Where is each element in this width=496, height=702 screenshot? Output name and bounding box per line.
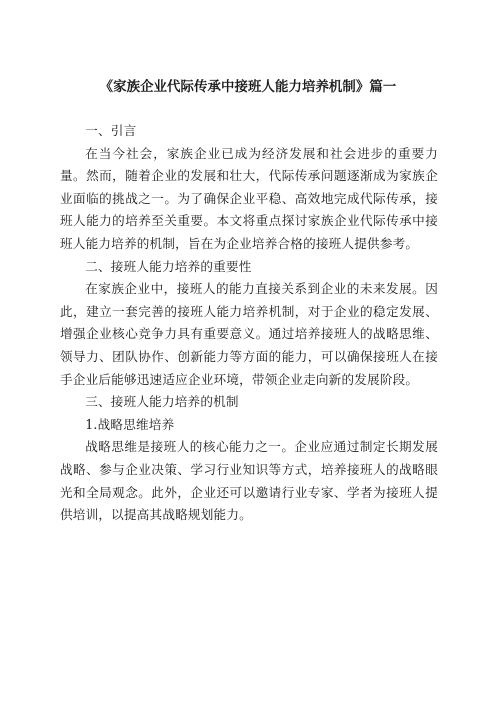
section-heading-introduction: 一、引言 bbox=[85, 123, 137, 138]
document-body bbox=[60, 120, 438, 527]
paragraph-importance: 在家族企业中，接班人的能力直接关系到企业的未来发展。因此，建立一套完善的接班人能力培养机制，对于企业的稳定发展、增强企业核心竞争力具有重要意义。通过培养接班人的战略思维、领导力、团队协作、创新能力等方面的能力，可以确保接班人在接手企业后能够迅速适应企业环境，带领企业走向新的发展阶段。 bbox=[60, 281, 438, 387]
document-title: 《家族企业代际传承中接班人能力培养机制》篇一 bbox=[99, 80, 397, 95]
subsection-heading-strategic-thinking: 1.战略思维培养 bbox=[85, 416, 175, 432]
section-heading-importance: 二、接班人能力培养的重要性 bbox=[85, 258, 252, 274]
paragraph-introduction: 在当今社会，家族企业已成为经济发展和社会进步的重要力量。然而，随着企业的发展和壮大，代际传承问题逐渐成为家族企业面临的挑战之一。为了确保企业平稳、高效地完成代际传承，接班人能力的培养至关重要。本文将重点探讨家族企业代际传承中接班人能力培养的机制，旨在为企业培养合格的接班人提供参考。 bbox=[60, 145, 438, 251]
section-heading-mechanism: 三、接班人能力培养的机制 bbox=[85, 394, 239, 410]
paragraph-strategic-thinking: 战略思维是接班人的核心能力之一。企业应通过制定长期发展战略、参与企业决策、学习行业知识等方式，培养接班人的战略眼光和全局观念。此外，企业还可以邀请行业专家、学者为接班人提供培训，以提高其战略规划能力。 bbox=[60, 439, 438, 523]
